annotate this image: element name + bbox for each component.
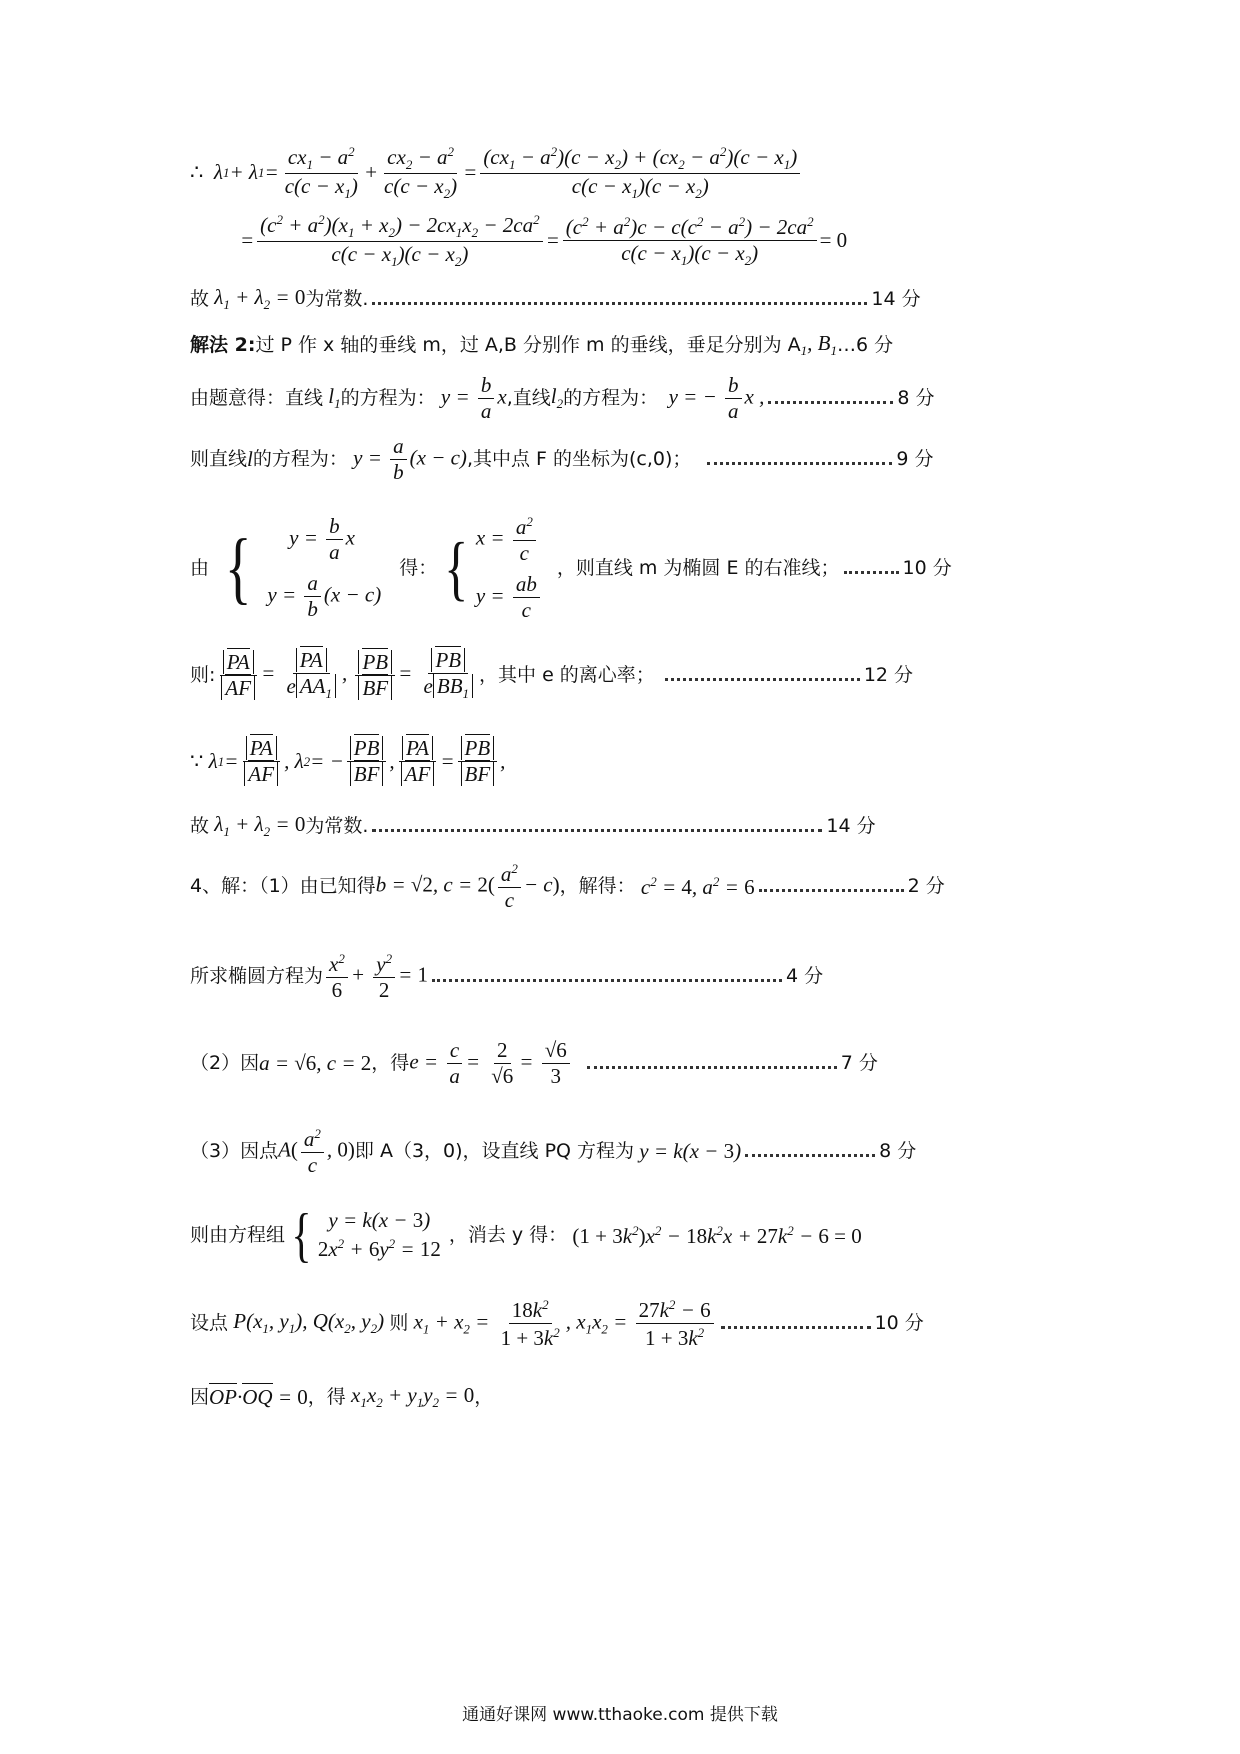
ratio-line: 则: $\frac{PA}{AF}$ = $\frac{PA}{e AA_1}$ , $\frac{PB}{BF}$ = $\frac{PB}{e BB_1}$ ，其中 e 的离心率； 12 分: [190, 648, 914, 702]
left-brace: {: [291, 1202, 312, 1268]
line-equations-l1-l2: 由题意得：直线 $l_1$ 的方程为： y = $\frac{b}{a}$ x ,直线 $l_2$ 的方程为： y = − $\frac{b}{a}$ x , 8 分: [190, 373, 935, 423]
conclusion-line-1: 故 $\lambda_1 + \lambda_2 = 0$ 为常数. 14 分: [190, 285, 921, 313]
left-brace: {: [224, 524, 252, 612]
leader-dots: [768, 401, 893, 404]
leader-dots: [721, 1326, 871, 1329]
leader-dots: [432, 979, 782, 982]
because-line: ∵ λ 1 = $\frac{PA}{AF}$ , λ 2 = − $\frac{PB}{BF}$ , $\frac{PA}{AF}$ = $\frac{PB}{BF}$ ,: [190, 736, 506, 786]
leader-dots: [587, 1066, 837, 1069]
vieta-line: 设点 $P(x_1$, $y_1$), $Q(x_2$, $y_2$) 则 $x_1 + x_2$ = $\frac{18k^2}{1 + 3k^2}$ , $x_1x_2$ = $\frac{27k^2 - 6}{1 + 3k^2}$ 10 分: [190, 1297, 924, 1350]
system-equation-line: 则由方程组 { y = k(x − 3) $2x^2 + 6y^2 = 12$ ，消去 y 得： $(1 + 3k^2)x^2 - 18k^2x + 27k^2 - 6 = 0$: [190, 1202, 862, 1268]
equation-lambda-sum-line2: = $\frac{(c^2 + a^2)(x_1 + x_2) - 2cx_1x_2 - 2ca^2}{c(c - x_1)(c - x_2)}$ = $\frac{(c^2 + a^2)c - c(c^2 - a^2) - 2ca^2}{c(c - x_1)(c - x_2)}$ = 0: [240, 212, 848, 270]
leader-dots: [707, 462, 892, 465]
conclusion-line-2: 故 $\lambda_1 + \lambda_2 = 0$ 为常数. 14 分: [190, 812, 876, 840]
system-solution-line: 由 { y = $\frac{b}{a}$ x y = $\frac{a}{b}$ (x − c) 得： { x = $\frac{a^2}{c}$ y = $\frac{ab}{c}$ ，则直线 m 为椭圆 E 的右准线； 10 分: [190, 514, 952, 622]
leader-dots: [665, 678, 860, 681]
problem-4-part-2: （2）因 a = √6, c = 2 ，得 e = $\frac{c}{a}$ = $\frac{2}{√6}$ = $\frac{√6}{3}$ 7 分: [190, 1038, 878, 1088]
leader-dots: [745, 1154, 875, 1157]
leader-dots: [844, 571, 899, 574]
ellipse-equation-line: 所求椭圆方程为 $\frac{x^2}{6}$ + $\frac{y^2}{2}$ = 1 4 分: [190, 951, 824, 1002]
leader-dots: [759, 889, 904, 892]
equation-lambda-sum-line1: ∴ λ 1 + λ 1 = $\frac{cx_1 - a^2}{c(c - x_1)}$ + $\frac{cx_2 - a^2}{c(c - x_2)}$ = $\frac{(cx_1 - a^2)(c - x_2) + (cx_2 - a^2)(c - x_1)}{c(c - x_1)(c - x_2)}$: [190, 145, 803, 200]
dot-product-line: 因 OP·OQ = 0 ，得 $x_1x_2 + y_1y_2 = 0$ ，: [190, 1383, 494, 1411]
problem-4-part-3: （3）因点 A( $\frac{a^2}{c}$ , 0) 即 A（3，0)，设直线 PQ 方程为 y = k(x − 3) 8 分: [190, 1126, 917, 1177]
problem-4-part-1: 4、解：（1）由已知得 b = √2, c = 2( $\frac{a^2}{c}$ − c) ，解得： $c^2 = 4$, $a^2 = 6$ 2 分: [190, 861, 945, 912]
leader-dots: [372, 829, 822, 832]
line-equation-l: 则直线 l 的方程为： y = $\frac{a}{b}$ (x − c) ,其中点 F 的坐标为(c,0)； 9 分: [190, 434, 934, 484]
method-2-line: 解法 2: 过 P 作 x 轴的垂线 m，过 A,B 分别作 m 的垂线，垂足分别为 A $_1$, $B_1$ …6 分: [190, 331, 894, 359]
left-brace: {: [444, 528, 469, 608]
leader-dots: [372, 302, 867, 305]
page-footer: 通通好课网 www.tthaoke.com 提供下载: [462, 1705, 778, 1725]
